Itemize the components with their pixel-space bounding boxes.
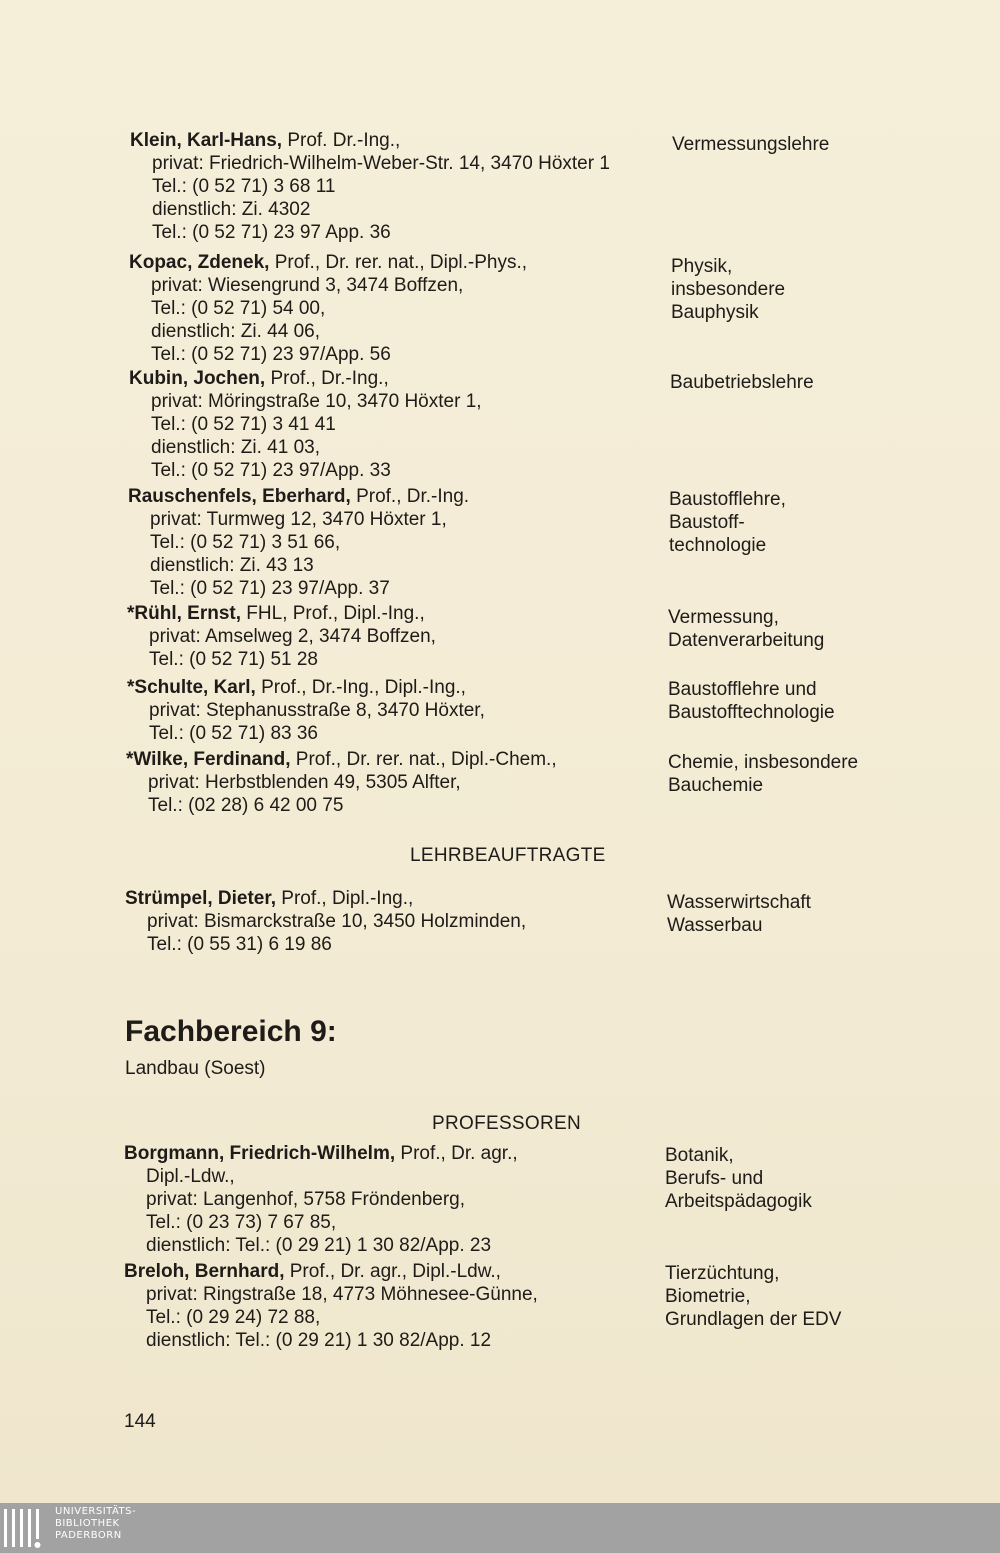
subject-line: Baustofflehre, [669, 489, 786, 510]
person-title: Prof., Dipl.-Ing., [276, 888, 414, 909]
subject-line: Berufs- und [665, 1168, 764, 1189]
phone-line: dienstlich: Tel.: (0 29 21) 1 30 82/App. 23 [146, 1235, 492, 1256]
phone-line: Tel.: (0 52 71) 23 97/App. 56 [151, 344, 391, 365]
logo-text-line: PADERBORN [55, 1530, 122, 1541]
subject-line: Wasserbau [667, 915, 763, 936]
person-name: Borgmann, Friedrich-Wilhelm, [124, 1143, 396, 1164]
phone-line: Tel.: (0 52 71) 3 41 41 [151, 414, 336, 435]
library-logo-icon [4, 1507, 46, 1549]
section-heading-lehrbeauftragte: LEHRBEAUFTRAGTE [410, 845, 606, 866]
person-name: *Schulte, Karl, [127, 677, 256, 698]
person-title: Prof., Dr.-Ing. [350, 486, 470, 507]
subject-line: Arbeitspädagogik [665, 1191, 812, 1212]
person-title: FHL, Prof., Dipl.-Ing., [241, 603, 425, 624]
subject-line: Baustoff- [669, 512, 745, 533]
subject-line: Baustofftechnologie [668, 702, 835, 723]
fachbereich-subtitle: Landbau (Soest) [125, 1058, 266, 1079]
logo-text-line: BIBLIOTHEK [55, 1518, 120, 1529]
degree-line: Dipl.-Ldw., [146, 1166, 235, 1187]
address-line: privat: Langenhof, 5758 Fröndenberg, [146, 1189, 466, 1210]
phone-line: Tel.: (0 55 31) 6 19 86 [147, 934, 332, 955]
subject-line: Vermessungslehre [672, 134, 830, 155]
address-line: privat: Möringstraße 10, 3470 Höxter 1, [151, 391, 482, 412]
person-name: Rauschenfels, Eberhard, [128, 486, 351, 507]
person-title: Prof., Dr.-Ing., [265, 368, 389, 389]
address-line: privat: Herbstblenden 49, 5305 Alfter, [148, 772, 461, 793]
person-title: Prof., Dr. rer. nat., Dipl.-Chem., [290, 749, 557, 770]
address-line: privat: Stephanusstraße 8, 3470 Höxter, [149, 700, 485, 721]
subject-line: Wasserwirtschaft [667, 892, 811, 913]
address-line: privat: Bismarckstraße 10, 3450 Holzminden, [147, 911, 527, 932]
person-title: Prof., Dr. agr., [395, 1143, 518, 1164]
person-name: Kubin, Jochen, [129, 368, 266, 389]
subject-line: Datenverarbeitung [668, 630, 825, 651]
subject-line: Tierzüchtung, [665, 1263, 780, 1284]
phone-line: Tel.: (0 52 71) 51 28 [149, 649, 318, 670]
phone-line: dienstlich: Tel.: (0 29 21) 1 30 82/App. 12 [146, 1330, 492, 1351]
phone-line: Tel.: (0 52 71) 83 36 [149, 723, 318, 744]
person-name: Klein, Karl-Hans, [130, 130, 283, 151]
phone-line: Tel.: (02 28) 6 42 00 75 [148, 795, 344, 816]
subject-line: Physik, [671, 256, 733, 277]
fachbereich-title: Fachbereich 9: [125, 1015, 337, 1048]
address-line: privat: Ringstraße 18, 4773 Möhnesee-Günne, [146, 1284, 538, 1305]
person-title: Prof., Dr. agr., Dipl.-Ldw., [284, 1261, 501, 1282]
address-line: privat: Turmweg 12, 3470 Höxter 1, [150, 509, 447, 530]
subject-line: Grundlagen der EDV [665, 1309, 842, 1330]
library-footer [0, 1503, 1000, 1553]
phone-line: Tel.: (0 52 71) 23 97/App. 33 [151, 460, 391, 481]
person-name: Strümpel, Dieter, [125, 888, 276, 909]
person-title: Prof. Dr.-Ing., [282, 130, 401, 151]
phone-line: Tel.: (0 29 24) 72 88, [146, 1307, 321, 1328]
subject-line: Vermessung, [668, 607, 779, 628]
subject-line: Bauphysik [671, 302, 759, 323]
logo-text-line: UNIVERSITÄTS- [55, 1506, 137, 1517]
subject-line: Chemie, insbesondere [668, 752, 859, 773]
phone-line: Tel.: (0 52 71) 23 97/App. 37 [150, 578, 390, 599]
address-line: privat: Friedrich-Wilhelm-Weber-Str. 14, 3470 Höxter 1 [152, 153, 610, 174]
person-name: Kopac, Zdenek, [129, 252, 270, 273]
library-logo-text [55, 1506, 136, 1542]
person-name: *Wilke, Ferdinand, [126, 749, 291, 770]
subject-line: Botanik, [665, 1145, 734, 1166]
subject-line: insbesondere [671, 279, 786, 300]
phone-line: Tel.: (0 52 71) 23 97 App. 36 [152, 222, 391, 243]
address-line: privat: Wiesengrund 3, 3474 Boffzen, [151, 275, 464, 296]
office-line: dienstlich: Zi. 44 06, [151, 321, 320, 342]
subject-line: Baustofflehre und [668, 679, 817, 700]
phone-line: Tel.: (0 52 71) 3 51 66, [150, 532, 341, 553]
person-name: *Rühl, Ernst, [127, 603, 242, 624]
section-heading-professoren: PROFESSOREN [432, 1113, 581, 1134]
phone-line: Tel.: (0 52 71) 54 00, [151, 298, 326, 319]
office-line: dienstlich: Zi. 43 13 [150, 555, 314, 576]
subject-line: Biometrie, [665, 1286, 751, 1307]
address-line: privat: Amselweg 2, 3474 Boffzen, [149, 626, 436, 647]
phone-line: Tel.: (0 23 73) 7 67 85, [146, 1212, 337, 1233]
office-line: dienstlich: Zi. 4302 [152, 199, 311, 220]
subject-line: Baubetriebslehre [670, 372, 814, 393]
page-number: 144 [124, 1411, 156, 1432]
person-title: Prof., Dr. rer. nat., Dipl.-Phys., [269, 252, 528, 273]
person-title: Prof., Dr.-Ing., Dipl.-Ing., [255, 677, 466, 698]
subject-line: Bauchemie [668, 775, 764, 796]
office-line: dienstlich: Zi. 41 03, [151, 437, 320, 458]
person-name: Breloh, Bernhard, [124, 1261, 285, 1282]
subject-line: technologie [669, 535, 767, 556]
phone-line: Tel.: (0 52 71) 3 68 11 [152, 176, 336, 197]
